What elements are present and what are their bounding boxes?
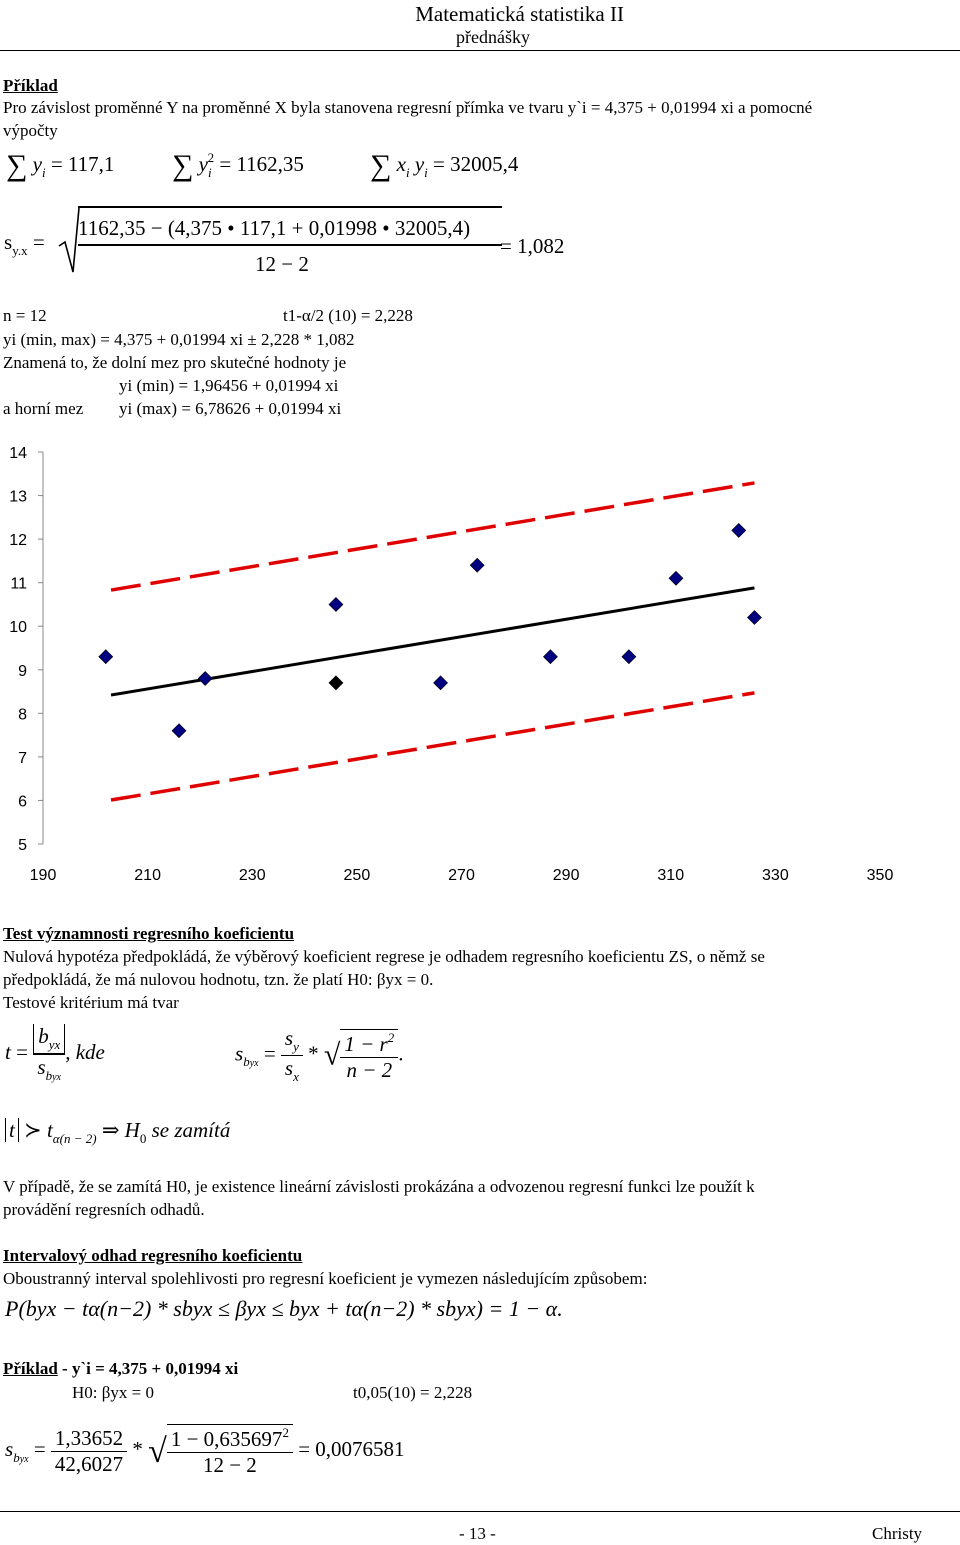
regression-chart <box>0 436 960 896</box>
upper-bound-label: a horní mez <box>3 399 84 418</box>
interval-formula: P(byx − tα(n−2) * sbyx ≤ βyx ≤ byx + tα(n−2) * sbyx) = 1 − α. <box>5 1296 563 1321</box>
data-point <box>543 650 557 664</box>
conclusion-line-2: provádění regresních odhadů. <box>3 1200 205 1219</box>
header-subtitle: přednášky <box>456 27 530 47</box>
lower-line <box>111 693 754 800</box>
upper-bound-eq: yi (max) = 6,78626 + 0,01994 xi <box>119 399 342 418</box>
sum-xy: ∑ $x_i$ $y_i = 32005,4$ <box>370 149 519 182</box>
n-value: n = 12 <box>3 306 47 325</box>
y-tick-label: 7 <box>18 749 27 767</box>
test-heading: Test významnosti regresního koeficientu <box>3 924 295 943</box>
data-point <box>434 676 448 690</box>
residual-std-result: = 1,082 <box>500 234 565 258</box>
y-tick-label: 6 <box>18 793 27 811</box>
x-tick-label: 230 <box>238 867 266 884</box>
sum-y-squared: ∑ $y_i^2 = 1162,35$ <box>172 149 304 182</box>
data-point <box>329 597 343 611</box>
data-point <box>172 724 186 738</box>
data-point <box>198 671 212 685</box>
y-tick-label: 8 <box>18 706 27 724</box>
x-tick-label: 350 <box>866 867 894 884</box>
interval-paragraph: Oboustranný interval spolehlivosti pro regresní koeficient je vymezen následujícím způsobem: <box>3 1269 648 1288</box>
residual-std-numerator: 1162,35 − (4,375 • 117,1 + 0,01998 • 32005,4) <box>78 216 471 240</box>
example2-heading: Příklad - y`i = 4,375 + 0,01994 xi <box>3 1359 239 1378</box>
page-number: - 13 - <box>459 1524 496 1543</box>
lower-bound-eq: yi (min) = 1,96456 + 0,01994 xi <box>119 376 339 395</box>
x-tick-label: 190 <box>29 867 57 884</box>
data-point <box>99 650 113 664</box>
data-point <box>329 676 343 690</box>
data-point <box>669 571 683 585</box>
x-tick-label: 330 <box>762 867 789 884</box>
example2-h0: H0: βyx = 0 <box>72 1383 154 1402</box>
y-tick-label: 12 <box>9 532 27 550</box>
header-title: Matematická statistika II <box>415 2 624 26</box>
y-tick-label: 14 <box>9 445 27 462</box>
y-tick-label: 13 <box>9 488 27 506</box>
test-criterion-formula: t = $\frac{b_{yx}}{s_{byx}}$ , kde <box>5 1024 105 1083</box>
interval-heading: Intervalový odhad regresního koeficientu <box>3 1246 303 1265</box>
y-tick-label: 9 <box>18 662 27 680</box>
fraction-bar <box>78 244 502 246</box>
example-heading: Příklad <box>3 76 58 95</box>
header-rule <box>0 50 960 51</box>
sqrt-overline <box>78 206 502 208</box>
test-paragraph-3: Testové kritérium má tvar <box>3 993 179 1012</box>
sum-y: ∑ $y_i = 117,1$ <box>6 149 115 182</box>
x-tick-label: 210 <box>134 867 161 884</box>
test-paragraph-2: předpokládá, že má nulovou hodnotu, tzn. že platí H0: βyx = 0. <box>3 970 434 989</box>
residual-std-denominator: 12 − 2 <box>255 252 309 276</box>
intro-line-1: Pro závislost proměnné Y na proměnné X byla stanovena regresní přímka ve tvaru y`i = 4,375 + 0,01994 xi a pomocné <box>3 98 813 117</box>
x-tick-label: 250 <box>343 867 371 884</box>
example2-t-value: t0,05(10) = 2,228 <box>353 1383 473 1402</box>
data-point <box>747 611 761 625</box>
x-tick-label: 270 <box>448 867 475 884</box>
y-tick-label: 11 <box>10 575 27 593</box>
upper-line <box>111 483 754 590</box>
decision-rule: t ≻ $t_{\alpha(n - 2)}$ ⇒ $H_0$ se zamítá <box>5 1118 230 1147</box>
data-point <box>622 650 636 664</box>
example2-formula: $s_{byx}$ = $\frac{1,33652}{42,6027}$ * √ $\frac{1 - 0,635697^2}{12 - 2}$ = 0,0076581 <box>5 1425 405 1477</box>
x-tick-label: 310 <box>657 867 685 884</box>
y-tick-label: 10 <box>9 619 27 637</box>
x-tick-label: 290 <box>552 867 580 884</box>
intro-line-2: výpočty <box>3 121 58 140</box>
data-point <box>470 558 484 572</box>
y-tick-label: 5 <box>18 837 27 854</box>
data-point <box>732 523 746 537</box>
yi-bounds: yi (min, max) = 4,375 + 0,01994 xi ± 2,228 * 1,082 <box>3 330 355 349</box>
lower-bound-text: Znamená to, že dolní mez pro skutečné hodnoty je <box>3 353 347 372</box>
conclusion-line-1: V případě, že se zamítá H0, je existence lineární závislosti prokázána a odvozenou regresní funkci lze použít k <box>3 1177 755 1196</box>
t-value: t1-α/2 (10) = 2,228 <box>283 306 413 325</box>
footer-rule <box>0 1511 960 1512</box>
footer-author: Christy <box>872 1524 923 1543</box>
test-paragraph-1: Nulová hypotéza předpokládá, že výběrový koeficient regrese je odhadem regresního koeficientu ZS, o němž se <box>3 947 765 966</box>
sqrt-sign <box>58 206 80 274</box>
residual-std-label: $s_{y.x}$ = <box>4 230 45 258</box>
std-error-formula: $s_{byx}$ = $\frac{s_y}{s_x}$ * √ $\frac{1 - r^2}{n - 2}$ . <box>235 1026 404 1084</box>
